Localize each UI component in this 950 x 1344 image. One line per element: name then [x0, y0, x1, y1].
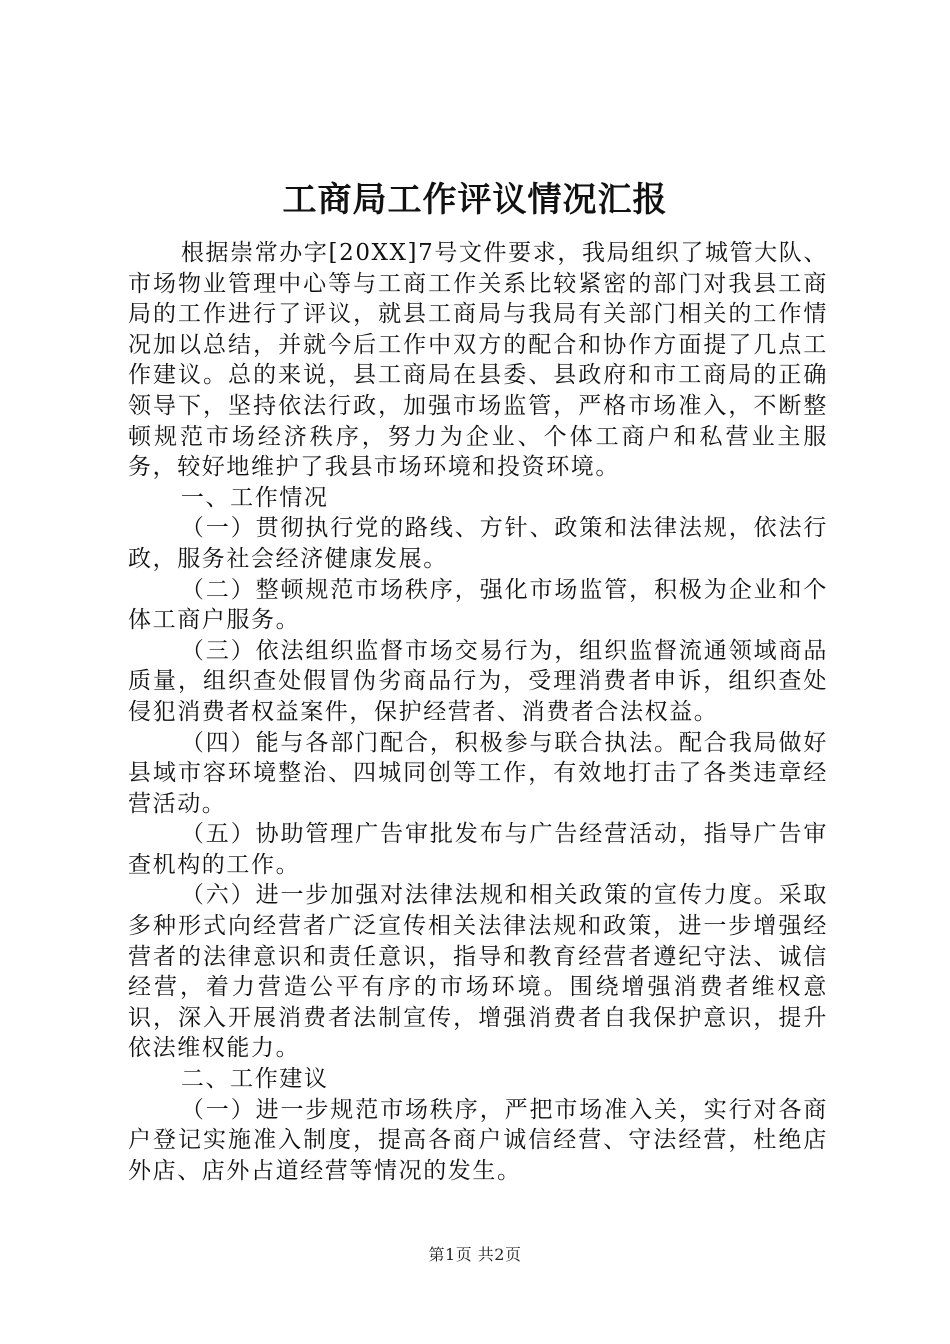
section-heading-work-status: 一、工作情况 — [180, 484, 329, 511]
document-title: 工商局工作评议情况汇报 — [282, 180, 668, 220]
work-item-4: （四）能与各部门配合，积极参与联合执法。配合我局做好县域市容环境整治、四城同创等工作，有效地打击了各类违章经营活动。 — [128, 729, 828, 817]
suggestion-item-1: （一）进一步规范市场秩序，严把市场准入关，实行对各商户登记实施准入制度，提高各商户诚信经营、守法经营，杜绝店外店、店外占道经营等情况的发生。 — [128, 1096, 828, 1184]
work-item-5: （五）协助管理广告审批发布与广告经营活动，指导广告审查机构的工作。 — [128, 821, 828, 878]
work-item-2: （二）整顿规范市场秩序，强化市场监管，积极为企业和个体工商户服务。 — [128, 576, 828, 634]
intro-paragraph: 根据崇常办字[20XX]7号文件要求，我局组织了城管大队、市场物业管理中心等与工商工作关系比较紧密的部门对我县工商局的工作进行了评议，就县工商局与我局有关部门相关的工作情况加以总结，并就今后工作中双方的配合和协作方面提了几点工作建议。总的来说，县工商局在县委、县政府和市工商局的正确领导下，坚持依法行政，加强市场监管，严格市场准入，不断整顿规范市场经济秩序，努力为企业、个体工商户和私营业主服务，较好地维护了我县市场环境和投资环境。 — [128, 240, 828, 481]
work-item-3: （三）依法组织监督市场交易行为，组织监督流通领域商品质量，组织查处假冒伪劣商品行为，受理消费者申诉，组织查处侵犯消费者权益案件，保护经营者、消费者合法权益。 — [128, 637, 828, 725]
document-body — [128, 238, 828, 1186]
section-heading-suggestions: 二、工作建议 — [180, 1066, 329, 1093]
work-item-6: （六）进一步加强对法律法规和相关政策的宣传力度。采取多种形式向经营者广泛宣传相关法律法规和政策，进一步增强经营者的法律意识和责任意识，指导和教育经营者遵纪守法、诚信经营，着力营造公平有序的市场环境。围绕增强消费者维权意识，深入开展消费者法制宣传，增强消费者自我保护意识，提升依法维权能力。 — [128, 882, 828, 1062]
page-footer: 第1页 共2页 — [428, 1245, 522, 1264]
work-item-1: （一）贯彻执行党的路线、方针、政策和法律法规，依法行政，服务社会经济健康发展。 — [128, 515, 828, 572]
